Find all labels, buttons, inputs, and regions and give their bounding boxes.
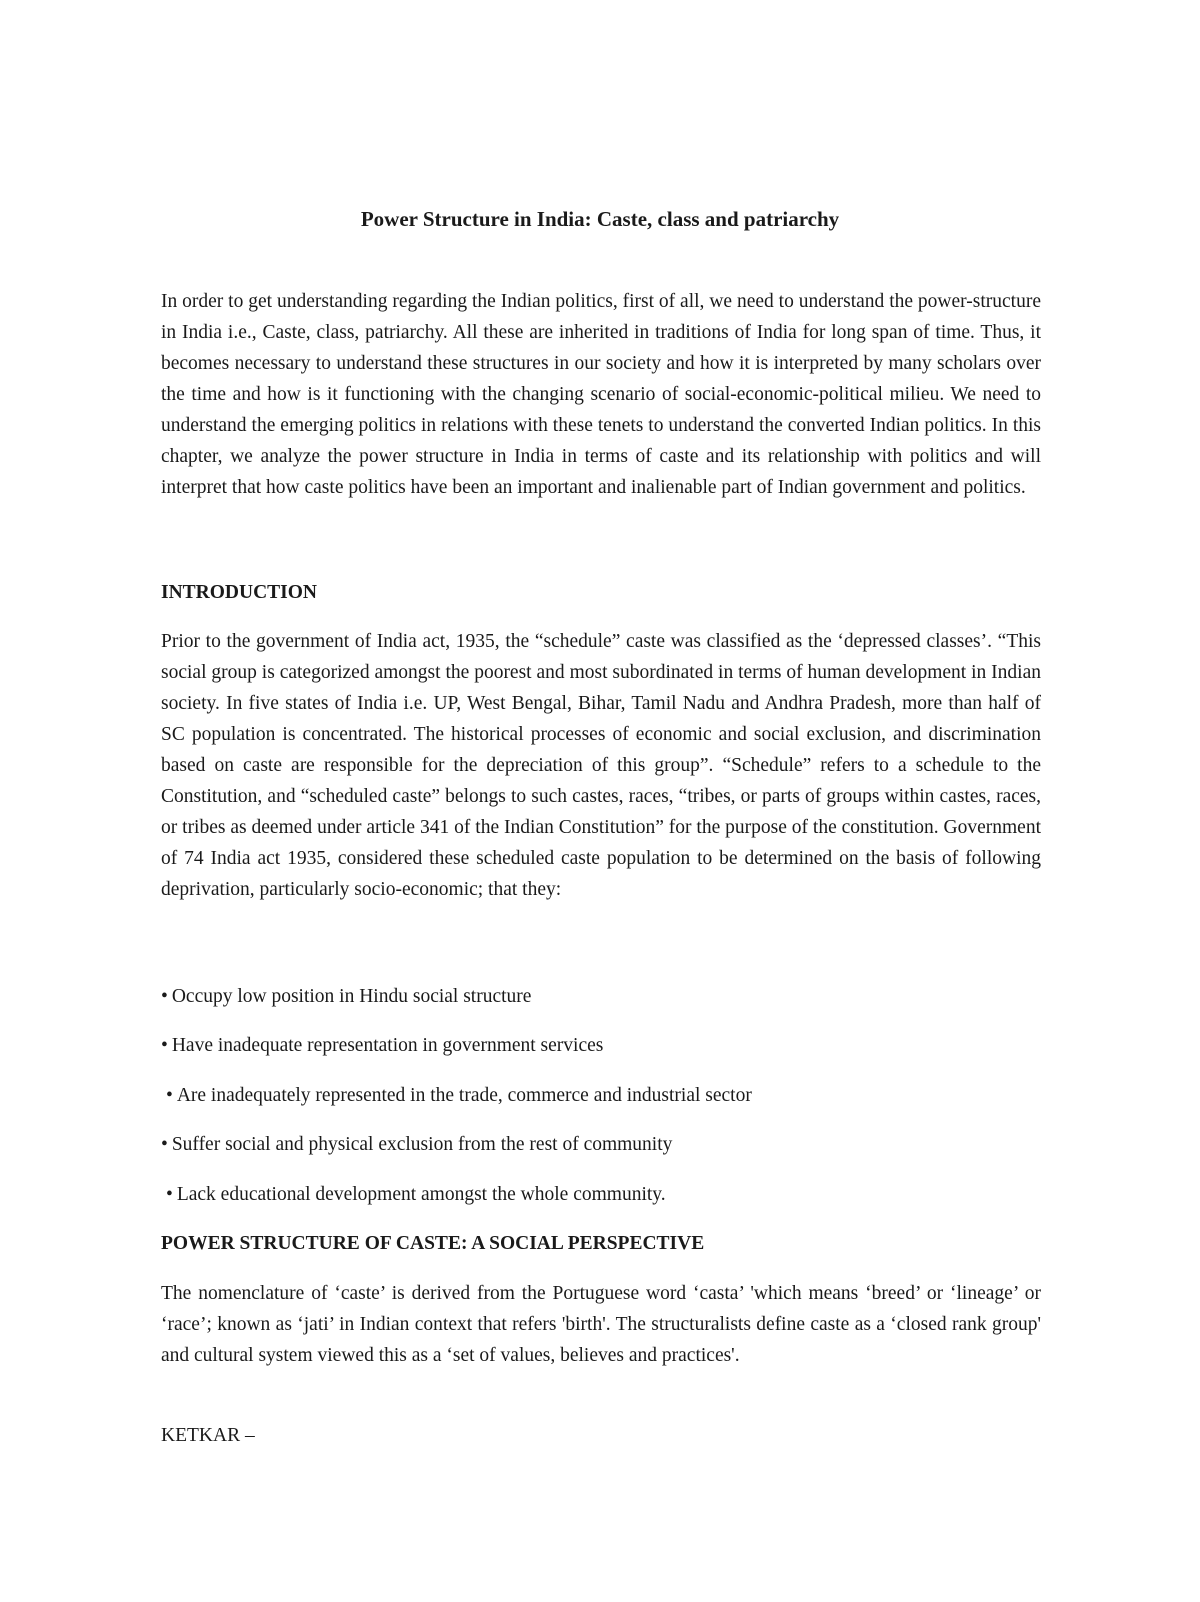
introduction-paragraph: Prior to the government of India act, 1935, the “schedule” caste was classified as the ‘depressed classes’. “This social group is categorized amongst the poorest and most subordinated in terms of human development in Indian society. In five states of India i.e. UP, West Bengal, Bihar, Tamil Nadu and Andhra Pradesh, more than half of SC population is concentrated. The historical processes of economic and social exclusion, and discrimination based on caste are responsible for the depreciation of this group”. “Schedule” refers to a schedule to the Constitution, and “scheduled caste” belongs to such castes, races, “tribes, or parts of groups within castes, races, or tribes as deemed under article 341 of the Indian Constitution” for the purpose of the constitution. Government of 74 India act 1935, considered these scheduled caste population to be determined on the basis of following deprivation, particularly socio-economic; that they:	[161, 631, 1041, 900]
bullet-marker: •	[166, 1085, 173, 1106]
bullet-marker: •	[161, 1035, 168, 1056]
bullet-item	[161, 1030, 1041, 1061]
bullet-text: Occupy low position in Hindu social structure	[171, 986, 532, 1007]
bullet-text: Lack educational development amongst the whole community.	[176, 1184, 666, 1205]
bullet-text: Have inadequate representation in government services	[171, 1035, 604, 1056]
trailing-text: KETKAR –	[161, 1425, 255, 1446]
bullet-text: Are inadequately represented in the trade, commerce and industrial sector	[176, 1085, 752, 1106]
bullet-text: Suffer social and physical exclusion from the rest of community	[171, 1134, 673, 1155]
bullet-item	[166, 1179, 1046, 1210]
bullet-marker: •	[166, 1184, 173, 1205]
document-title: Power Structure in India: Caste, class and patriarchy	[360, 207, 840, 231]
bullet-item	[161, 1129, 1041, 1160]
power-structure-paragraph: The nomenclature of ‘caste’ is derived from the Portuguese word ‘casta’ 'which means ‘breed’ or ‘lineage’ or ‘race’; known as ‘jati’ in Indian context that refers 'birth'. The structuralists define caste as a ‘closed rank group' and cultural system viewed this as a ‘set of values, believes and practices'.	[161, 1283, 1041, 1366]
section-heading-power-structure: POWER STRUCTURE OF CASTE: A SOCIAL PERSPECTIVE	[161, 1233, 705, 1254]
bullet-marker: •	[161, 986, 168, 1007]
intro-paragraph: In order to get understanding regarding the Indian politics, first of all, we need to understand the power-structure in India i.e., Caste, class, patriarchy. All these are inherited in traditions of India for long span of time. Thus, it becomes necessary to understand these structures in our society and how it is interpreted by many scholars over the time and how is it functioning with the changing scenario of social-economic-political milieu. We need to understand the emerging politics in relations with these tenets to understand the converted Indian politics. In this chapter, we analyze the power structure in India in terms of caste and its relationship with politics and will interpret that how caste politics have been an important and inalienable part of Indian government and politics.	[161, 291, 1041, 498]
bullet-item	[166, 1080, 1046, 1111]
bullet-item	[161, 981, 1041, 1012]
bullet-marker: •	[161, 1134, 168, 1155]
section-heading-introduction: INTRODUCTION	[161, 582, 318, 603]
